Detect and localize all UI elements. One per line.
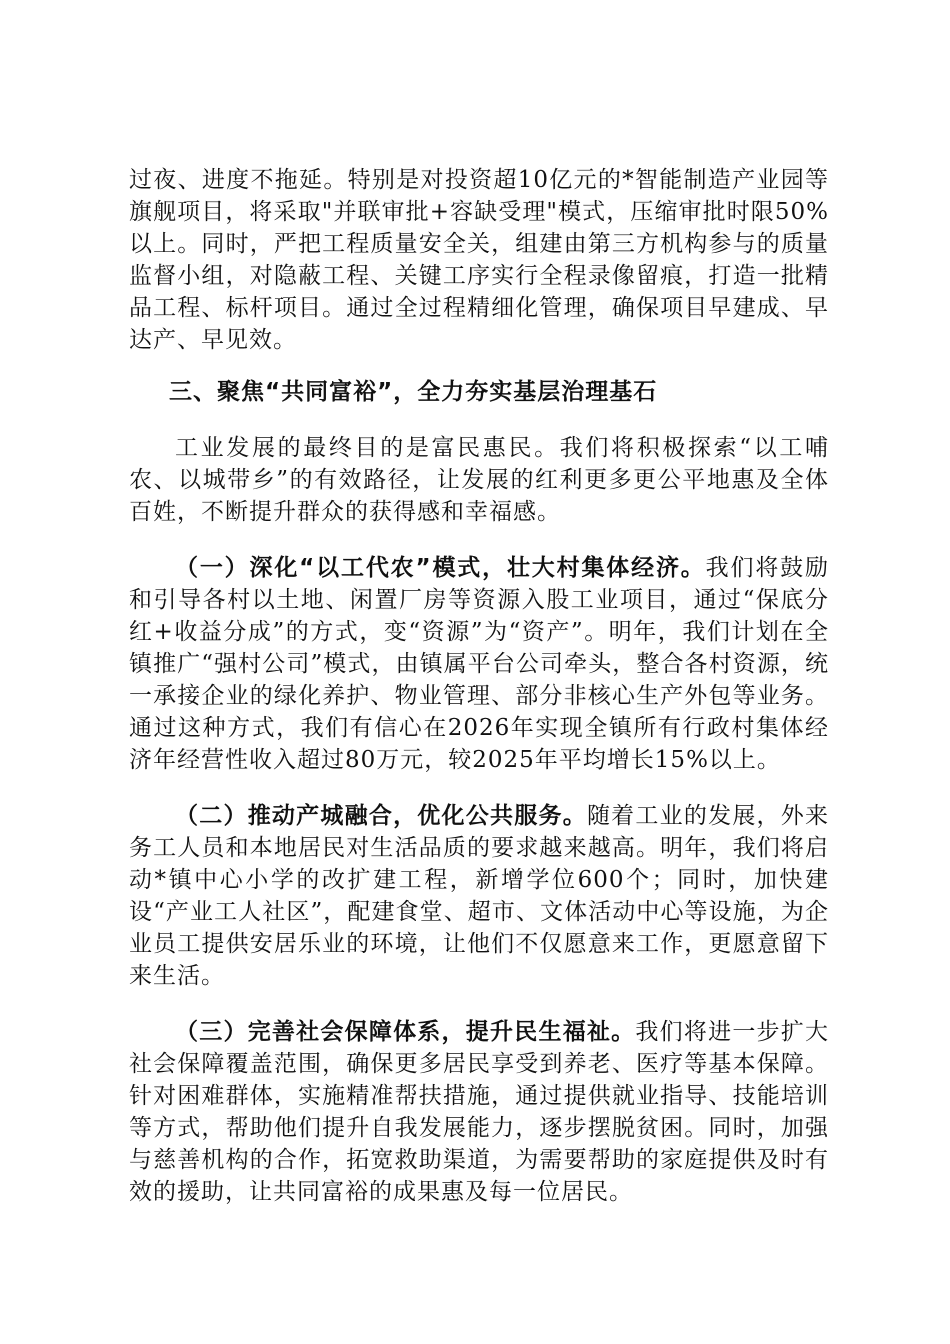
item-3-body: 我们将进一步扩大社会保障覆盖范围，确保更多居民享受到养老、医疗等基本保障。针对困难群体，实施精准帮扶措施，通过提供就业指导、技能培训等方式，帮助他们提升自我发展能力，逐步摆脱贫困。同时，加强与慈善机构的合作，拓宽救助渠道，为需要帮助的家庭提供及时有效的援助，让共同富裕的成果惠及每一位居民。 bbox=[129, 1019, 830, 1205]
item-paragraph-2 bbox=[129, 800, 829, 992]
item-2-lead: （二）推动产城融合，优化公共服务。 bbox=[175, 803, 587, 829]
intro-paragraph: 工业发展的最终目的是富民惠民。我们将积极探索“以工哺农、以城带乡”的有效路径，让发展的红利更多更公平地惠及全体百姓，不断提升群众的获得感和幸福感。 bbox=[129, 435, 829, 525]
section-heading: 三、聚焦“共同富裕”，全力夯实基层治理基石 bbox=[169, 379, 658, 405]
item-2-body: 随着工业的发展，外来务工人员和本地居民对生活品质的要求越来越高。明年，我们将启动*镇中心小学的改扩建工程，新增学位600个；同时，加快建设“产业工人社区”，配建食堂、超市、文体活动中心等设施，为企业员工提供安居乐业的环境，让他们不仅愿意来工作，更愿意留下来生活。 bbox=[129, 803, 830, 989]
continued-paragraph: 过夜、进度不拖延。特别是对投资超10亿元的*智能制造产业园等旗舰项目，将采取"并联审批+容缺受理"模式，压缩审批时限50%以上。同时，严把工程质量安全关，组建由第三方机构参与的质量监督小组，对隐蔽工程、关键工序实行全程录像留痕，打造一批精品工程、标杆项目。通过全过程精细化管理，确保项目早建成、早达产、早见效。 bbox=[129, 167, 829, 353]
item-paragraph-3 bbox=[129, 1016, 829, 1208]
item-3-lead: （三）完善社会保障体系，提升民生福祉。 bbox=[175, 1019, 636, 1045]
item-1-lead: （一）深化“以工代农”模式，壮大村集体经济。 bbox=[175, 555, 706, 581]
item-1-body: 我们将鼓励和引导各村以土地、闲置厂房等资源入股工业项目，通过“保底分红+收益分成”的方式，变“资源”为“资产”。明年，我们计划在全镇推广“强村公司”模式，由镇属平台公司牵头，整合各村资源，统一承接企业的绿化养护、物业管理、部分非核心生产外包等业务。通过这种方式，我们有信心在2026年实现全镇所有行政村集体经济年经营性收入超过80万元，较2025年平均增长15%以上。 bbox=[129, 555, 830, 773]
item-paragraph-1 bbox=[129, 552, 829, 776]
document-body bbox=[129, 164, 829, 1208]
